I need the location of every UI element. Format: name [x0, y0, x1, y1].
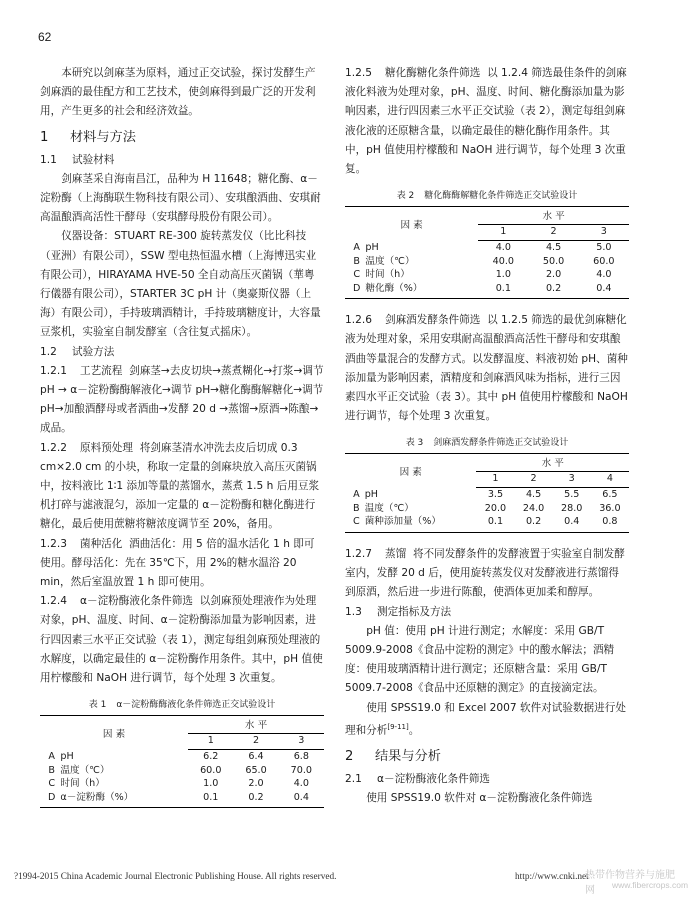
- table-cell: 2.0: [545, 269, 562, 281]
- level-label: 4: [591, 471, 629, 488]
- section-title: α－淀粉酶液化条件筛选: [377, 772, 490, 785]
- section-number: 1: [40, 129, 49, 145]
- factor-name: pH: [60, 751, 74, 763]
- table-cell: 0.1: [487, 516, 504, 528]
- table-cell: 28.0: [561, 502, 583, 514]
- section-number: 1.2.3: [40, 537, 67, 550]
- factor-header: 因 素: [400, 219, 423, 231]
- table-cell: 4.5: [545, 242, 562, 254]
- factor-code: D: [353, 282, 361, 294]
- statistics-end: 。: [408, 724, 420, 737]
- section-number: 1.2: [40, 345, 57, 358]
- table-3: [345, 453, 629, 533]
- table-cell: 0.1: [495, 282, 511, 294]
- table-cell: 40.0: [492, 255, 515, 267]
- table-cell: 24.0: [522, 502, 545, 514]
- factor-name: 温度（℃）: [364, 502, 414, 514]
- level-label: 1: [478, 224, 528, 241]
- materials-paragraph: 剑麻茎采自海南昌江，品种为 H 11648；糖化酶、α－淀粉酶（上海酶联生物科技有限公司）、安琪酿酒曲、安琪耐高温酿酒高活性干酵母（安琪酵母股份有限公司）。: [40, 172, 321, 224]
- measurement-paragraph: pH 值：使用 pH 计进行测定；水解度：采用 GB/T 5009.9-2008《食品中淀粉的测定》中的酸水解法；酒精度：使用玻璃酒精计进行测定；还原糖含量：采用 GB/T 5009.7-2008《食品中还原糖的测定》的直接滴定法。: [345, 624, 615, 695]
- factor-name: pH: [364, 489, 379, 501]
- section-number: 2: [345, 748, 354, 764]
- citation-ref: [9-11]: [387, 722, 409, 731]
- factor-code: C: [353, 516, 360, 528]
- table-row: [345, 282, 629, 299]
- section-1-2-heading: [40, 343, 324, 362]
- section-1-2-1-paragraph: [40, 362, 324, 439]
- table-row: [40, 777, 324, 791]
- statistics-text: 使用 SPSS19.0 和 Excel 2007 软件对试验数据进行处理和分析: [345, 701, 626, 737]
- table-cell: 50.0: [542, 255, 565, 267]
- factor-name: pH: [365, 241, 379, 253]
- section-text: 以 1.2.4 筛选最佳条件的剑麻液化料液为处理对象，pH、温度、时间、糖化酶添加量为影响因素，进行四因素三水平正交试验（表 2），测定每组剑麻液化液的还原糖含量，以确定最佳的糖化酶作用条件。其中，pH 值使用柠檬酸和 NaOH 进行调节，每个处理 3 次重复。: [345, 67, 627, 176]
- table-cell: 5.0: [596, 242, 612, 254]
- section-number: 1.2.2: [40, 441, 67, 454]
- level-header: 水 平: [188, 716, 324, 734]
- table-cell: 0.4: [564, 516, 580, 528]
- table-cell: 1.0: [203, 778, 219, 790]
- section-1-heading: [40, 127, 324, 148]
- section-title: 工艺流程: [80, 364, 123, 377]
- table-2-caption: [345, 189, 629, 203]
- section-number: 2.1: [345, 772, 362, 785]
- level-label: 3: [279, 733, 324, 750]
- table-number: 表 3: [405, 438, 424, 449]
- table-cell: 6.5: [602, 489, 618, 501]
- page-number: 62: [38, 30, 52, 44]
- table-cell: 0.2: [545, 282, 562, 294]
- section-text: 以 1.2.5 筛选的最优剑麻糖化液为处理对象，采用安琪耐高温酿酒高活性干酵母和安琪酿酒曲等量混合的发酵方式。以发酵温度、料液初始 pH、菌种添加量为影响因素，酒精度和剑麻酒风味为指标，进行三因素四水平正交试验（表 3）。其中 pH 值使用柠檬酸和 NaOH 进行调节，每个处理 3 次重复。: [345, 314, 628, 423]
- section-number: 1.2.7: [345, 547, 372, 560]
- table-cell: 0.2: [248, 791, 264, 803]
- table-cell: 6.8: [293, 751, 309, 763]
- section-title: 试验方法: [72, 345, 115, 358]
- factor-header: 因 素: [102, 728, 126, 740]
- factor-code: B: [48, 764, 55, 776]
- intro-paragraph: 本研究以剑麻茎为原料，通过正交试验，探讨发酵生产剑麻酒的最佳配方和工艺技术，使剑麻得到最广泛的开发利用，产生更多的社会和经济效益。: [40, 67, 316, 118]
- section-2-heading: [345, 746, 629, 767]
- section-title: 原料预处理: [80, 441, 133, 454]
- table-cell: 4.0: [596, 269, 612, 281]
- table-1-caption: [40, 698, 324, 712]
- section-number: 1.3: [345, 605, 362, 618]
- level-label: 3: [553, 471, 591, 488]
- factor-name: 温度（℃）: [60, 764, 110, 776]
- table-cell: 70.0: [290, 764, 313, 776]
- section-title: 试验材料: [72, 153, 115, 166]
- section-title: 结果与分析: [375, 748, 441, 764]
- factor-name: α－淀粉酶（%）: [60, 791, 134, 803]
- table-cell: 6.2: [203, 751, 219, 763]
- table-row: [345, 502, 629, 516]
- section-text: 剑麻茎→去皮切块→蒸煮糊化→打浆→调节 pH → α－淀粉酶酶解液化→调节 pH→糖化酶酶解糖化→调节 pH→加酿酒酵母或者酒曲→发酵 20 d →蒸馏→原酒→陈酿→成品。: [40, 364, 324, 435]
- factor-code: C: [353, 269, 361, 281]
- equipment-paragraph: 仪器设备：STUART RE-300 旋转蒸发仪（比比科技（亚洲）有限公司），SSW 型电热恒温水槽（上海博迅实业有限公司），HIRAYAMA HVE-50 全自动高压灭菌锅（華粤行儀器有限公司），STARTER 3C pH 计（奥豪斯仪器（上海）有限公司），手持玻璃酒精计，手持玻璃糖度计，大容量豆浆机，实验室自制发酵室（含往复式摇床）。: [40, 230, 321, 339]
- table-cell: 4.0: [293, 778, 309, 790]
- watermark-text: 热带作物营养与施肥网: [585, 870, 675, 896]
- factor-code: A: [353, 489, 360, 501]
- section-number: 1.2.6: [345, 314, 372, 327]
- table-cell: 0.8: [602, 516, 618, 528]
- table-1: [40, 715, 324, 808]
- level-header: 水 平: [478, 207, 629, 225]
- table-title: 剑麻酒发酵条件筛选正交试验设计: [433, 438, 569, 449]
- level-label: 2: [528, 224, 578, 241]
- section-text: 酒曲活化：用 5 倍的温水活化 1 h 即可使用。酵母活化：先在 35℃下，用 2%的糖水温浴 20 min，然后室温放置 1 h 即可使用。: [40, 537, 315, 589]
- section-number: 1.2.5: [345, 67, 372, 79]
- table-row: [40, 764, 324, 778]
- right-column: [345, 64, 629, 808]
- section-1-3-heading: [345, 603, 629, 622]
- section-title: 糖化酶糖化条件筛选: [385, 67, 481, 79]
- table-cell: 6.4: [248, 751, 264, 763]
- table-cell: 60.0: [593, 255, 615, 267]
- factor-header: 因 素: [399, 466, 422, 478]
- table-number: 表 2: [396, 191, 415, 202]
- section-title: 菌种活化: [80, 537, 123, 550]
- section-text: 将剑麻茎清水冲洗去皮后切成 0.3 cm×2.0 cm 的小块，称取一定量的剑麻块放入高压灭菌锅中，按料液比 1∶1 添加等量的蒸馏水，蒸煮 1.5 h 后用豆浆机打碎与滤液混匀，添加一定量的 α－淀粉酶和糖化酶进行糖化，最后使用蔗糖将糖浓度调节至 20%，备用。: [40, 441, 320, 531]
- level-label: 3: [579, 224, 629, 241]
- left-column: [40, 64, 324, 820]
- table-title: 糖化酶酶解糖化条件筛选正交试验设计: [424, 191, 578, 202]
- results-paragraph: 使用 SPSS19.0 软件对 α－淀粉酶液化条件筛选: [366, 791, 593, 804]
- section-text: 以剑麻预处理液作为处理对象，pH、温度、时间、α－淀粉酶添加量为影响因素，进行四因素三水平正交试验（表 1），测定每组剑麻预处理液的水解度，以确定最佳的 α－淀粉酶作用条件。其中，pH 值使用柠檬酸和 NaOH 进行调节，每个处理 3 次重复。: [40, 595, 323, 685]
- factor-name: 温度（℃）: [365, 255, 415, 267]
- table-row: [345, 515, 629, 532]
- table-cell: 0.4: [293, 791, 309, 803]
- table-cell: 2.0: [248, 778, 264, 790]
- factor-code: C: [48, 778, 56, 790]
- level-label: 2: [515, 471, 553, 488]
- factor-name: 糖化酶（%）: [365, 282, 423, 294]
- table-cell: 65.0: [245, 764, 267, 776]
- table-cell: 60.0: [200, 764, 222, 776]
- factor-code: A: [48, 751, 55, 763]
- section-2-1-heading: [345, 770, 629, 789]
- table-row: [40, 791, 324, 808]
- section-title: 材料与方法: [70, 129, 136, 145]
- table-cell: 20.0: [484, 502, 507, 514]
- table-cell: 3.5: [487, 489, 504, 501]
- factor-name: 时间（h）: [365, 269, 410, 281]
- table-cell: 4.5: [525, 489, 542, 501]
- section-1-2-6-paragraph: [345, 311, 629, 426]
- section-1-1-heading: [40, 151, 324, 170]
- table-header-row: [40, 716, 324, 734]
- factor-code: B: [353, 255, 360, 267]
- table-cell: 5.5: [564, 489, 580, 501]
- table-header-row: [345, 207, 629, 225]
- level-header: 水 平: [476, 454, 629, 472]
- table-title: α－淀粉酶酶液化条件筛选正交试验设计: [116, 700, 276, 711]
- factor-name: 菌种添加量（%）: [364, 516, 441, 528]
- table-row: [345, 268, 629, 282]
- table-row: [40, 750, 324, 764]
- level-label: 1: [476, 471, 514, 488]
- table-row: [345, 488, 629, 502]
- section-number: 1.2.4: [40, 595, 67, 608]
- footer-url: http://www.cnki.net: [515, 872, 589, 882]
- table-row: [345, 255, 629, 269]
- section-title: 剑麻酒发酵条件筛选: [385, 314, 481, 327]
- table-cell: 1.0: [495, 269, 511, 281]
- table-number: 表 1: [88, 700, 107, 711]
- table-cell: 0.2: [525, 516, 542, 528]
- section-title: α－淀粉酶液化条件筛选: [80, 595, 193, 608]
- section-1-2-7-paragraph: [345, 545, 629, 603]
- section-1-2-4-paragraph: [40, 592, 324, 688]
- level-label: 2: [233, 733, 278, 750]
- factor-code: D: [48, 791, 56, 803]
- section-text: 将不同发酵条件的发酵液置于实验室自制发酵室内，发酵 20 d 后，使用旋转蒸发仪对发酵液进行蒸馏得到原酒，然后进一步进行陈酿，使酒体更加柔和醇厚。: [345, 547, 625, 599]
- section-number: 1.2.1: [40, 364, 67, 377]
- table-row: [345, 241, 629, 255]
- section-1-2-5-paragraph: [345, 64, 629, 179]
- table-header-row: [345, 454, 629, 472]
- table-cell: 0.1: [203, 791, 219, 803]
- table-cell: 4.0: [495, 242, 511, 254]
- statistics-paragraph: [345, 699, 629, 741]
- table-2: [345, 206, 629, 299]
- section-1-2-2-paragraph: [40, 439, 324, 535]
- section-number: 1.1: [40, 153, 57, 166]
- table-cell: 0.4: [596, 282, 612, 294]
- factor-code: B: [353, 502, 360, 514]
- level-label: 1: [188, 733, 233, 750]
- section-title: 测定指标及方法: [377, 605, 452, 618]
- table-3-caption: [345, 436, 629, 450]
- watermark-url: www.fibercrops.com: [612, 880, 688, 890]
- copyright-text: ?1994-2015 China Academic Journal Electronic Publishing House. All rights reserved.: [14, 872, 337, 882]
- section-1-2-3-paragraph: [40, 535, 324, 593]
- factor-code: A: [353, 241, 360, 253]
- factor-name: 时间（h）: [60, 778, 105, 790]
- table-cell: 36.0: [599, 502, 621, 514]
- section-title: 蒸馏: [385, 547, 407, 560]
